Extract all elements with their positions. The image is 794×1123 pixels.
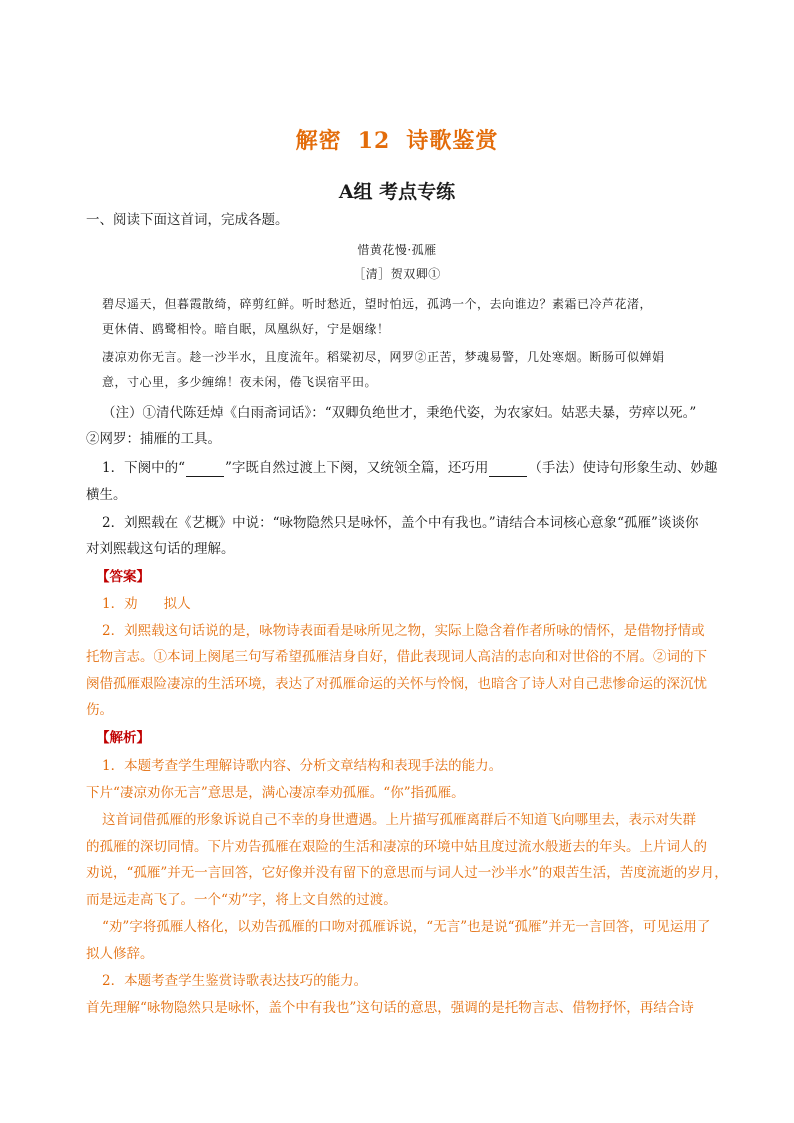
answer-label: 【答案】	[96, 569, 150, 585]
title-part1: 解密	[295, 128, 342, 154]
answer-2-line-1: 2．刘熙载这句话说的是，咏物诗表面看是咏所见之物，实际上隐含着作者所咏的情怀，是借物抒情或	[102, 623, 705, 639]
answer-1-text: 1．劝	[102, 596, 138, 612]
analysis-line-8: 拟人修辞。	[86, 946, 154, 962]
analysis-line-3: 这首词借孤雁的形象诉说自己不幸的身世遭遇。上片描写孤雁离群后不知道飞向哪里去，表示对失群	[102, 812, 696, 828]
group-heading: A组 考点专练	[338, 181, 456, 203]
poem-title: 惜黄花慢·孤雁	[357, 243, 437, 257]
poem-line-4: 意，寸心里，多少缠绵！夜未闲，倦飞误宿平田。	[102, 375, 378, 389]
analysis-line-4: 的孤雁的深切同情。下片劝告孤雁在艰险的生活和凄凉的环境中姑且度过流水般逝去的年头。上片词人的	[86, 839, 707, 855]
analysis-line-10: 首先理解“咏物隐然只是咏怀，盖个中有我也”这句话的意思，强调的是托物言志、借物抒怀，再结合诗	[86, 1000, 694, 1016]
analysis-line-7: “劝”字将孤雁人格化，以劝告孤雁的口吻对孤雁诉说，“无言”也是说“孤雁”并无一言回答，可见运用了	[102, 919, 711, 935]
q1-blank-1[interactable]	[186, 462, 224, 477]
analysis-line-2: 下片“凄凉劝你无言”意思是，满心凄凉奉劝孤雁。“你”指孤雁。	[86, 785, 465, 801]
poem-author: ［清］贺双卿①	[353, 267, 441, 281]
q1-blank-2[interactable]	[489, 462, 527, 477]
question-1	[102, 459, 722, 477]
answer-2-line-3: 阕借孤雁艰险凄凉的生活环境，表达了对孤雁命运的关怀与怜悯，也暗含了诗人对自己悲惨命运的深沉忧	[86, 676, 707, 692]
note-2: ②网罗：捕雁的工具。	[86, 431, 221, 447]
analysis-label: 【解析】	[96, 730, 150, 746]
analysis-line-9: 2．本题考查学生鉴赏诗歌表达技巧的能力。	[102, 973, 368, 989]
answer-1-word: 拟人	[163, 596, 191, 612]
poem-line-2: 更休倩、鸥鹭相怜。暗自眠，凤凰纵好，宁是姻缘！	[102, 322, 390, 336]
question-2: 2．刘熙载在《艺概》中说：“咏物隐然只是咏怀，盖个中有我也。”请结合本词核心意象“孤雁”谈谈你	[102, 515, 699, 531]
title-part2: 诗歌鉴赏	[406, 128, 499, 154]
poem-line-1: 碧尽遥天，但暮霞散绮，碎剪红鲜。听时愁近，望时怕远，孤鸿一个，去向谁边？素霜已冷芦花渚，	[102, 297, 653, 311]
note-1: （注）①清代陈廷焯《白雨斋词话》：“双卿负绝世才，秉绝代姿，为农家妇。姑恶夫暴，劳瘁以死。”	[102, 405, 697, 421]
title-number: 12	[357, 128, 391, 154]
answer-2-line-2: 托物言志。①本词上阕尾三句写希望孤雁洁身自好，借此表现词人高洁的志向和对世俗的不屑。②词的下	[86, 649, 707, 665]
page-title	[0, 124, 794, 155]
q1-part-b: ”字既自然过渡上下阕，又统领全篇，还巧用	[225, 460, 489, 476]
question-intro: 一、阅读下面这首词，完成各题。	[86, 212, 289, 228]
answer-1	[102, 595, 722, 613]
analysis-line-5: 劝说，“孤雁”并无一言回答，它好像并没有留下的意思而与词人过一沙半水”的艰苦生活，苦度流逝的岁月，	[86, 865, 728, 881]
question-2-cont: 对刘熙载这句话的理解。	[86, 541, 235, 557]
q1-part-c: （手法）使诗句形象生动、妙趣	[528, 460, 718, 476]
poem-line-3: 凄凉劝你无言。趁一沙半水，且度流年。稻粱初尽，网罗②正苦，梦魂易警，几处寒烟。断肠可似婵娟	[102, 350, 665, 364]
answer-2-line-4: 伤。	[86, 702, 113, 718]
q1-part-a: 1．下阕中的“	[102, 460, 185, 476]
question-1-cont: 横生。	[86, 487, 127, 503]
analysis-line-1: 1．本题考查学生理解诗歌内容、分析文章结构和表现手法的能力。	[102, 758, 503, 774]
analysis-line-6: 而是远走高飞了。一个“劝”字，将上文自然的过渡。	[86, 892, 397, 908]
